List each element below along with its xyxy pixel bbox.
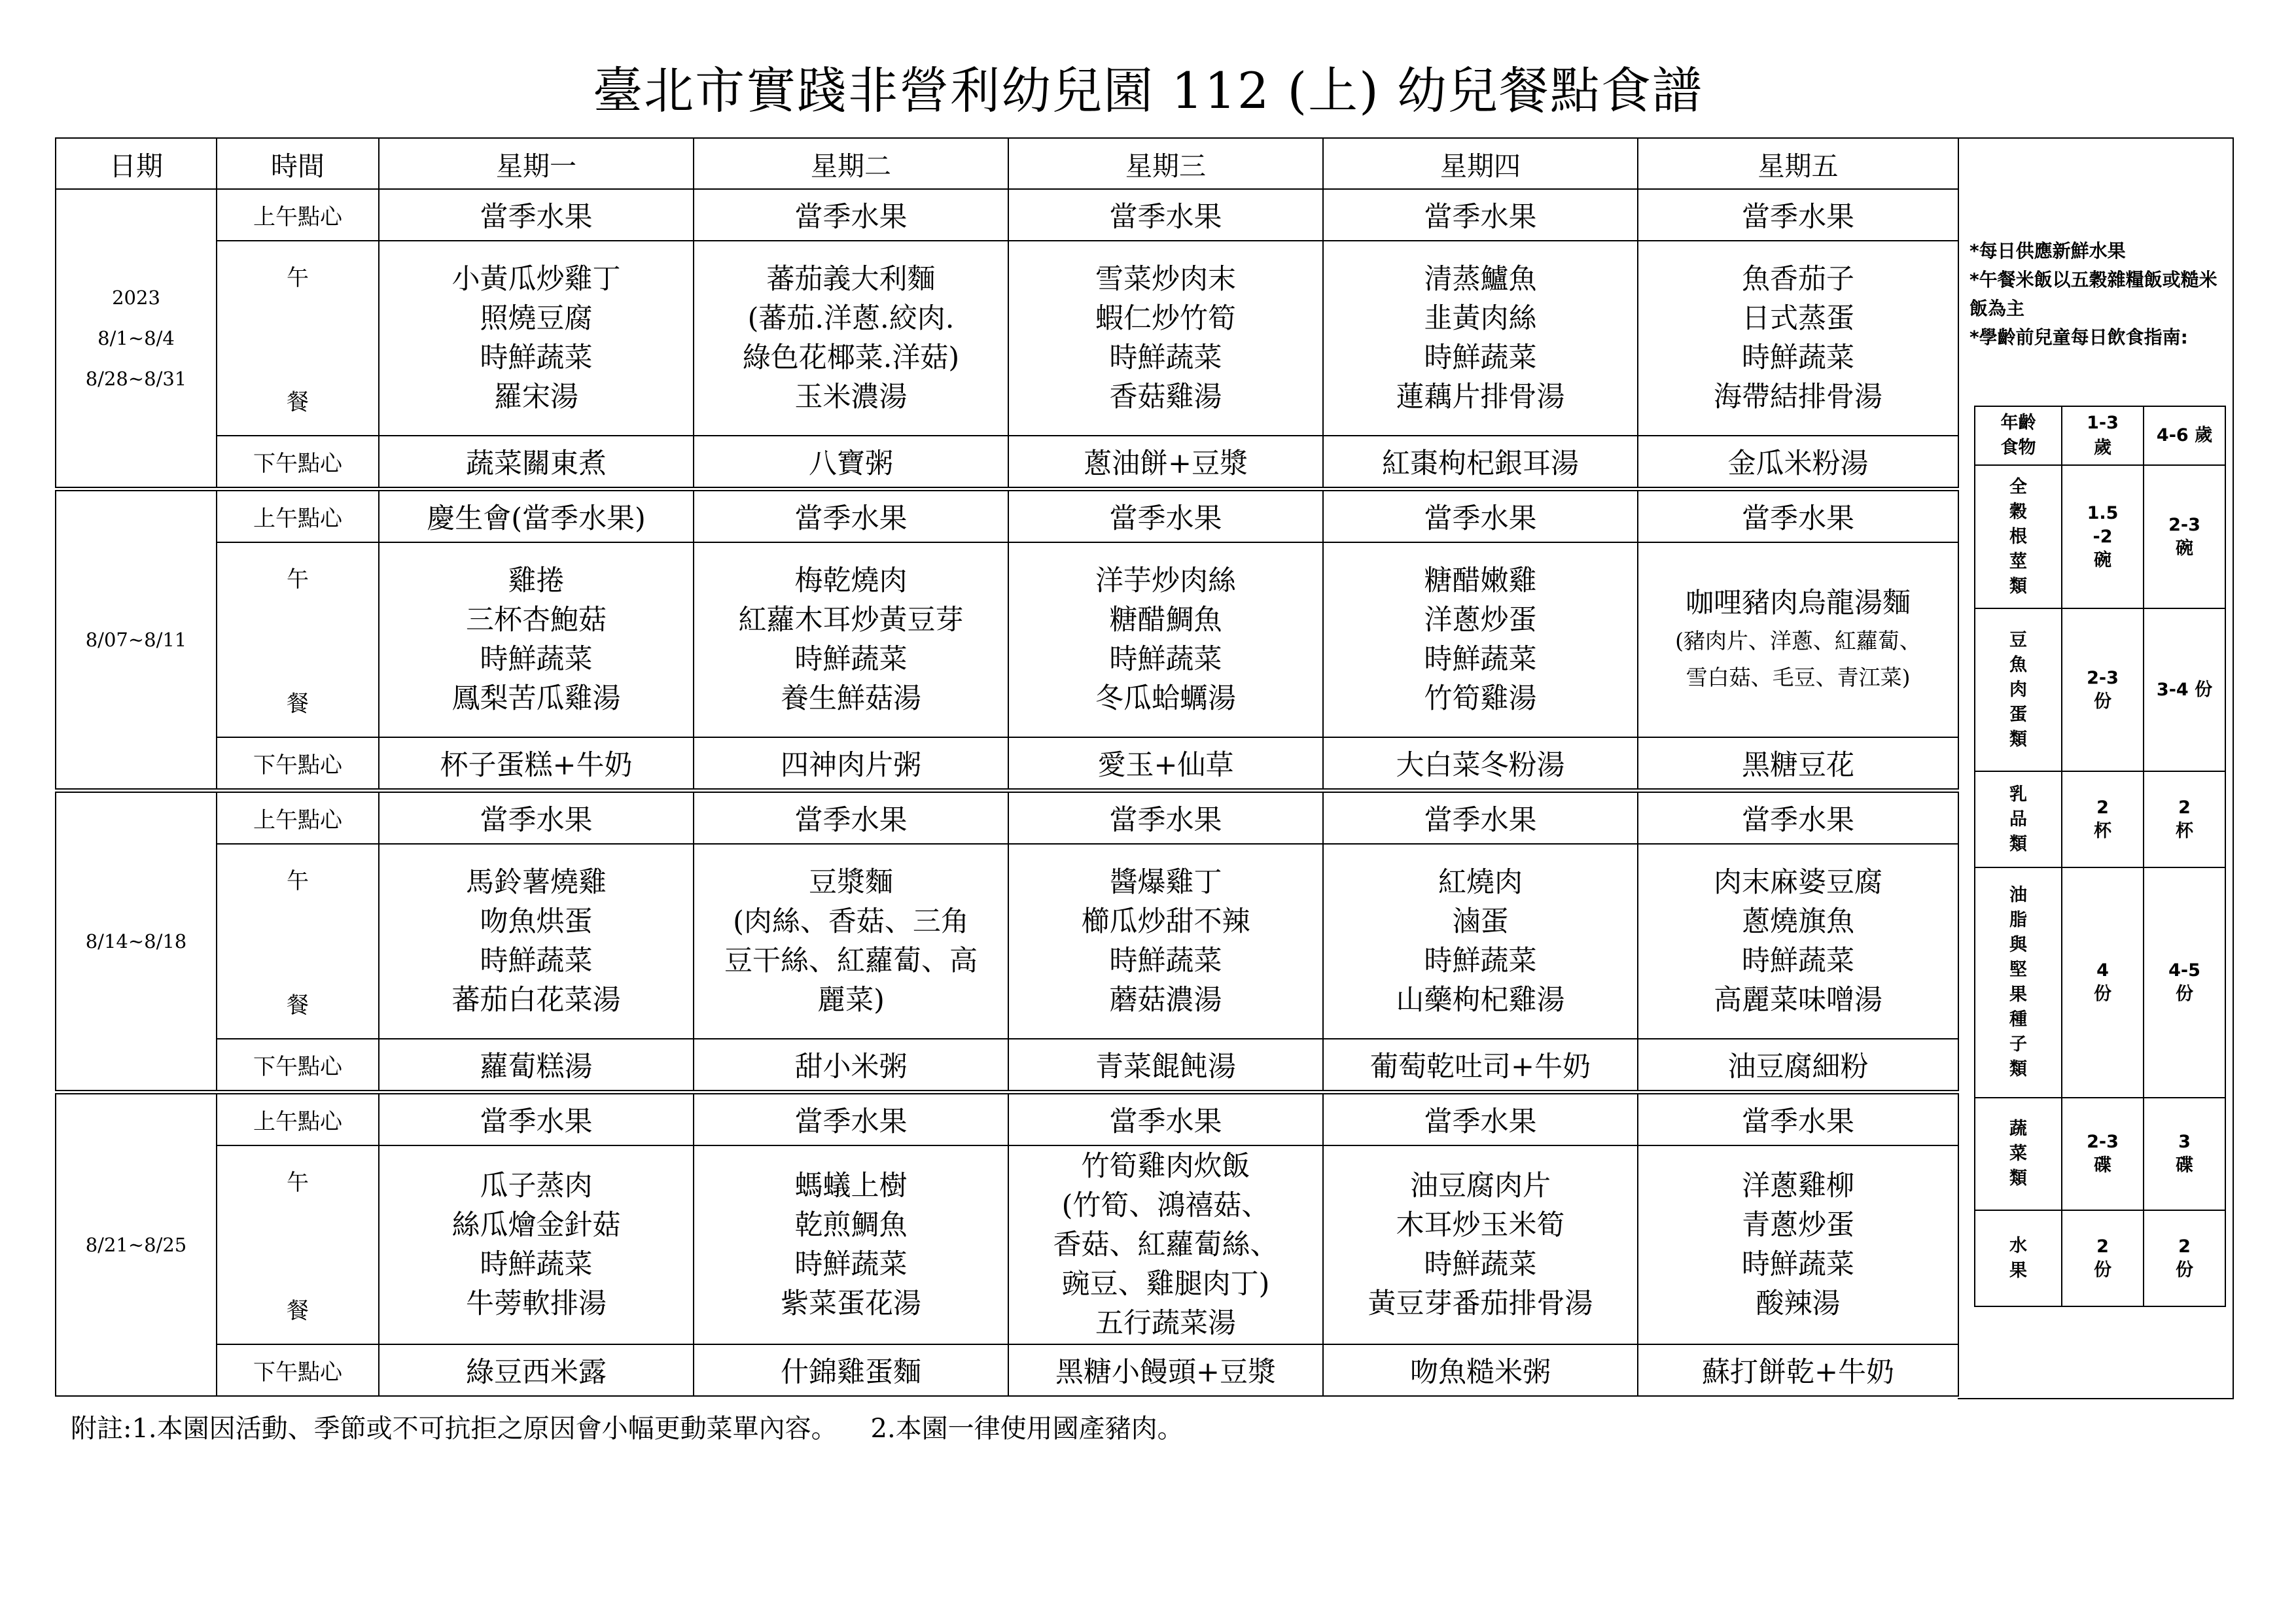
am-snack-thu: 當季水果 [1323, 489, 1638, 542]
guide-cell-b: 4-5 份 [2144, 867, 2225, 1098]
lunch-dish: 冬瓜蛤蠣湯 [1095, 682, 1236, 715]
note-fruit: *每日供應新鮮水果 [1969, 240, 2126, 262]
pm-snack-wed: 愛玉+仙草 [1008, 737, 1323, 790]
lunch-dish: 瓜子蒸肉 [480, 1169, 593, 1202]
lunch-dish: (蕃茄.洋蔥.絞肉. [747, 302, 955, 335]
am-snack-label: 上午點心 [217, 1092, 379, 1145]
lunch-dish: (肉絲、香菇、三角 [733, 905, 969, 938]
am-snack-fri: 當季水果 [1638, 1092, 1958, 1145]
lunch-dish: 時鮮蔬菜 [1742, 944, 1854, 977]
lunch-thu [1323, 1145, 1638, 1345]
lunch-label-bottom: 餐 [287, 1298, 309, 1325]
guide-cell-a: 2-3 份 [2062, 608, 2144, 771]
lunch-mon [379, 542, 694, 738]
lunch-dish: 絲瓜燴金針菇 [451, 1208, 621, 1242]
pm-snack-thu: 葡萄乾吐司+牛奶 [1323, 1039, 1638, 1092]
guide-cell-b: 2 杯 [2144, 771, 2225, 867]
lunch-dish: 時鮮蔬菜 [1742, 341, 1854, 374]
pm-snack-tue: 八寶粥 [694, 436, 1008, 489]
guide-cell-b: 3-4 份 [2144, 608, 2225, 771]
week-dates [56, 790, 217, 1092]
lunch-dish: 糖醋嫩雞 [1424, 564, 1537, 597]
header-friday: 星期五 [1638, 138, 1958, 189]
lunch-dish: 青蔥炒蛋 [1742, 1208, 1854, 1242]
guide-cell-b: 2 份 [2144, 1210, 2225, 1306]
lunch-fri [1638, 844, 1958, 1039]
lunch-dish: 羅宋湯 [494, 380, 578, 413]
lunch-dish: 高麗菜味噌湯 [1714, 983, 1882, 1017]
lunch-dish: 時鮮蔬菜 [1109, 944, 1222, 977]
lunch-dish: 小黃瓜炒雞丁 [451, 262, 621, 296]
lunch-dish: 蕃茄義大利麵 [766, 262, 936, 296]
am-snack-tue: 當季水果 [694, 189, 1008, 241]
lunch-wed [1008, 1145, 1323, 1345]
week-date-line: 8/07~8/11 [85, 628, 187, 651]
pm-snack-tue: 什錦雞蛋麵 [694, 1344, 1008, 1396]
am-snack-mon: 當季水果 [379, 790, 694, 843]
lunch-tue [694, 542, 1008, 738]
lunch-dish: 時鮮蔬菜 [1424, 341, 1537, 374]
pm-snack-wed: 蔥油餅+豆漿 [1008, 436, 1323, 489]
guide-row [1975, 867, 2225, 1098]
lunch-label-top: 午 [287, 867, 309, 894]
guide-cell-a: 2 杯 [2062, 771, 2144, 867]
lunch-dish: 韭黃肉絲 [1424, 302, 1537, 335]
am-snack-wed: 當季水果 [1008, 189, 1323, 241]
am-snack-mon: 當季水果 [379, 1092, 694, 1145]
am-snack-fri: 當季水果 [1638, 489, 1958, 542]
guide-cell-b: 3 碟 [2144, 1098, 2225, 1210]
lunch-dish: 綠色花椰菜.洋菇) [742, 341, 960, 374]
guide-header-age2: 4-6 歲 [2144, 406, 2225, 465]
am-snack-mon: 當季水果 [379, 189, 694, 241]
am-snack-thu: 當季水果 [1323, 790, 1638, 843]
lunch-dish: 蘑菇濃湯 [1109, 983, 1222, 1017]
pm-snack-mon: 蔬菜關東煮 [379, 436, 694, 489]
lunch-dish: 三杯杏鮑菇 [466, 603, 607, 637]
lunch-dish: 時鮮蔬菜 [1424, 642, 1537, 676]
lunch-label-bottom: 餐 [287, 992, 309, 1019]
am-snack-label: 上午點心 [217, 489, 379, 542]
pm-snack-row [56, 436, 1958, 489]
am-snack-label: 上午點心 [217, 189, 379, 241]
lunch-dish: 紫菜蛋花湯 [781, 1287, 921, 1320]
lunch-dish: 魚香茄子 [1742, 262, 1854, 296]
pm-snack-label: 下午點心 [217, 1039, 379, 1092]
lunch-dish: 時鮮蔬菜 [1424, 944, 1537, 977]
guide-row [1975, 608, 2225, 771]
lunch-dish: 吻魚烘蛋 [480, 905, 593, 938]
guide-cell-a: 2-3 碟 [2062, 1098, 2144, 1210]
guide-row [1975, 1210, 2225, 1306]
week-dates [56, 1092, 217, 1396]
lunch-dish: 時鮮蔬菜 [480, 1248, 593, 1281]
header-tuesday: 星期二 [694, 138, 1008, 189]
lunch-dish: (竹筍、鴻禧菇、 [1061, 1189, 1270, 1222]
week-dates [56, 189, 217, 489]
pm-snack-fri: 黑糖豆花 [1638, 737, 1958, 790]
lunch-dish: 時鮮蔬菜 [1742, 1248, 1854, 1281]
pm-snack-thu: 紅棗枸杞銀耳湯 [1323, 436, 1638, 489]
pm-snack-tue: 甜小米粥 [694, 1039, 1008, 1092]
lunch-dish: 五行蔬菜湯 [1095, 1306, 1236, 1340]
am-snack-fri: 當季水果 [1638, 189, 1958, 241]
lunch-dish: 馬鈴薯燒雞 [466, 865, 607, 899]
lunch-dish: 時鮮蔬菜 [1424, 1248, 1537, 1281]
pm-snack-row [56, 1344, 1958, 1396]
lunch-tue [694, 241, 1008, 436]
lunch-dish: 雪菜炒肉末 [1095, 262, 1236, 296]
lunch-label [217, 542, 379, 738]
lunch-label-top: 午 [287, 566, 309, 593]
am-snack-row [56, 790, 1958, 843]
lunch-dish: 洋蔥炒蛋 [1424, 603, 1537, 637]
pm-snack-fri: 金瓜米粉湯 [1638, 436, 1958, 489]
guide-cell-food: 水 果 [1975, 1210, 2062, 1306]
lunch-dish: 海帶結排骨湯 [1714, 380, 1882, 413]
lunch-fri [1638, 542, 1958, 738]
pm-snack-mon: 杯子蛋糕+牛奶 [379, 737, 694, 790]
lunch-dish: 清蒸鱸魚 [1424, 262, 1537, 296]
lunch-dish: 洋芋炒肉絲 [1095, 564, 1236, 597]
guide-header-age1: 1-3 歲 [2062, 406, 2144, 465]
lunch-dish: 櫛瓜炒甜不辣 [1081, 905, 1250, 938]
lunch-thu [1323, 241, 1638, 436]
lunch-dish: 時鮮蔬菜 [1109, 341, 1222, 374]
lunch-label [217, 844, 379, 1039]
pm-snack-wed: 青菜餛飩湯 [1008, 1039, 1323, 1092]
lunch-row [56, 542, 1958, 738]
am-snack-label: 上午點心 [217, 790, 379, 843]
pm-snack-wed: 黑糖小饅頭+豆漿 [1008, 1344, 1323, 1396]
am-snack-tue: 當季水果 [694, 1092, 1008, 1145]
lunch-wed [1008, 241, 1323, 436]
pm-snack-mon: 蘿蔔糕湯 [379, 1039, 694, 1092]
lunch-dish: 竹筍雞湯 [1424, 682, 1537, 715]
lunch-label-bottom: 餐 [287, 691, 309, 718]
lunch-fri [1638, 241, 1958, 436]
lunch-row [56, 844, 1958, 1039]
header-wednesday: 星期三 [1008, 138, 1323, 189]
dietary-guide-table [1974, 406, 2226, 1307]
am-snack-wed: 當季水果 [1008, 1092, 1323, 1145]
lunch-thu [1323, 542, 1638, 738]
footer-note: 附註:1.本園因活動、季節或不可抗拒之原因會小幅更動菜單內容。 2.本園一律使用國產豬肉。 [71, 1414, 1184, 1444]
lunch-dish: 肉末麻婆豆腐 [1714, 865, 1882, 899]
lunch-mon [379, 1145, 694, 1345]
lunch-dish: 時鮮蔬菜 [794, 1248, 908, 1281]
note-guide: *學齡前兒童每日飲食指南: [1969, 326, 2188, 348]
lunch-label [217, 241, 379, 436]
am-snack-wed: 當季水果 [1008, 489, 1323, 542]
lunch-dish: 蕃茄白花菜湯 [451, 983, 621, 1017]
am-snack-row [56, 489, 1958, 542]
guide-header-row [1975, 406, 2225, 465]
am-snack-fri: 當季水果 [1638, 790, 1958, 843]
am-snack-mon: 慶生會(當季水果) [379, 489, 694, 542]
lunch-dish: 洋蔥雞柳 [1742, 1169, 1854, 1202]
lunch-label-bottom: 餐 [287, 389, 309, 416]
lunch-dish: 醬爆雞丁 [1109, 865, 1222, 899]
pm-snack-mon: 綠豆西米露 [379, 1344, 694, 1396]
guide-cell-a: 2 份 [2062, 1210, 2144, 1306]
lunch-dish: 山藥枸杞雞湯 [1396, 983, 1565, 1017]
lunch-dish: 雪白菇、毛豆、青江菜) [1686, 664, 1911, 690]
am-snack-wed: 當季水果 [1008, 790, 1323, 843]
lunch-dish: 滷蛋 [1452, 905, 1509, 938]
lunch-dish: 蔥燒旗魚 [1742, 905, 1854, 938]
guide-cell-a: 1.5 -2 碗 [2062, 465, 2144, 608]
pm-snack-label: 下午點心 [217, 436, 379, 489]
pm-snack-label: 下午點心 [217, 1344, 379, 1396]
guide-cell-food: 豆 魚 肉 蛋 類 [1975, 608, 2062, 771]
lunch-dish: 時鮮蔬菜 [794, 642, 908, 676]
header-row [56, 138, 1958, 189]
lunch-mon [379, 844, 694, 1039]
lunch-dish: 麗菜) [817, 983, 885, 1017]
lunch-dish: 豆干絲、紅蘿蔔、高 [724, 944, 978, 977]
lunch-dish: 木耳炒玉米筍 [1396, 1208, 1565, 1242]
lunch-dish: 豌豆、雞腿肉丁) [1061, 1267, 1270, 1300]
lunch-dish: 香菇雞湯 [1109, 380, 1222, 413]
guide-header-corner: 年齡 食物 [1975, 406, 2062, 465]
lunch-dish: 鳳梨苦瓜雞湯 [451, 682, 621, 715]
lunch-dish: 玉米濃湯 [794, 380, 908, 413]
lunch-dish: 乾煎鯛魚 [794, 1208, 908, 1242]
header-thursday: 星期四 [1323, 138, 1638, 189]
pm-snack-fri: 油豆腐細粉 [1638, 1039, 1958, 1092]
menu-table [55, 137, 1959, 1397]
pm-snack-thu: 大白菜冬粉湯 [1323, 737, 1638, 790]
lunch-fri [1638, 1145, 1958, 1345]
guide-cell-food: 乳 品 類 [1975, 771, 2062, 867]
lunch-dish: 蓮藕片排骨湯 [1396, 380, 1565, 413]
lunch-dish: 時鮮蔬菜 [480, 341, 593, 374]
am-snack-tue: 當季水果 [694, 489, 1008, 542]
lunch-label [217, 1145, 379, 1345]
lunch-dish: 香菇、紅蘿蔔絲、 [1053, 1228, 1279, 1261]
guide-row [1975, 1098, 2225, 1210]
header-date: 日期 [56, 138, 217, 189]
lunch-dish: (豬肉片、洋蔥、紅蘿蔔、 [1675, 627, 1921, 654]
header-monday: 星期一 [379, 138, 694, 189]
lunch-dish: 糖醋鯛魚 [1109, 603, 1222, 637]
lunch-dish: 酸辣湯 [1756, 1287, 1841, 1320]
lunch-wed [1008, 542, 1323, 738]
lunch-dish: 養生鮮菇湯 [781, 682, 921, 715]
week-date-line: 8/21~8/25 [85, 1233, 187, 1256]
am-snack-thu: 當季水果 [1323, 1092, 1638, 1145]
week-date-line: 8/28~8/31 [85, 367, 187, 390]
lunch-label-top: 午 [287, 1169, 309, 1196]
guide-cell-food: 油 脂 與 堅 果 種 子 類 [1975, 867, 2062, 1098]
lunch-dish: 蝦仁炒竹筍 [1095, 302, 1236, 335]
lunch-dish: 時鮮蔬菜 [480, 642, 593, 676]
lunch-dish: 照燒豆腐 [480, 302, 593, 335]
lunch-dish: 時鮮蔬菜 [480, 944, 593, 977]
week-dates [56, 489, 217, 790]
lunch-label-top: 午 [287, 264, 309, 291]
lunch-dish: 豆漿麵 [809, 865, 893, 899]
lunch-dish: 梅乾燒肉 [794, 564, 908, 597]
lunch-dish: 黃豆芽番茄排骨湯 [1368, 1287, 1593, 1320]
lunch-thu [1323, 844, 1638, 1039]
note-rice: *午餐米飯以五穀雜糧飯或糙米飯為主 [1969, 269, 2217, 319]
am-snack-tue: 當季水果 [694, 790, 1008, 843]
lunch-dish: 咖哩豬肉烏龍湯麵 [1686, 586, 1911, 620]
lunch-dish: 牛蒡軟排湯 [466, 1287, 607, 1320]
lunch-dish: 紅燒肉 [1438, 865, 1523, 899]
week-date-line: 8/1~8/4 [97, 326, 175, 349]
lunch-mon [379, 241, 694, 436]
pm-snack-fri: 蘇打餅乾+牛奶 [1638, 1344, 1958, 1396]
lunch-tue [694, 844, 1008, 1039]
header-time: 時間 [217, 138, 379, 189]
page-title: 臺北市實踐非營利幼兒園 112 (上) 幼兒餐點食譜 [593, 61, 1703, 120]
pm-snack-row [56, 737, 1958, 790]
lunch-wed [1008, 844, 1323, 1039]
pm-snack-row [56, 1039, 1958, 1092]
lunch-row [56, 1145, 1958, 1345]
pm-snack-label: 下午點心 [217, 737, 379, 790]
guide-cell-food: 全 穀 根 莖 類 [1975, 465, 2062, 608]
guide-cell-b: 2-3 碗 [2144, 465, 2225, 608]
lunch-dish: 螞蟻上樹 [794, 1169, 908, 1202]
guide-row [1975, 465, 2225, 608]
guide-cell-food: 蔬 菜 類 [1975, 1098, 2062, 1210]
lunch-dish: 竹筍雞肉炊飯 [1081, 1149, 1250, 1183]
lunch-dish: 時鮮蔬菜 [1109, 642, 1222, 676]
lunch-dish: 油豆腐肉片 [1410, 1169, 1551, 1202]
lunch-dish: 紅蘿木耳炒黃豆芽 [738, 603, 964, 637]
week-date-line: 8/14~8/18 [85, 930, 187, 952]
nutrition-notes [1969, 237, 2231, 352]
am-snack-row [56, 189, 1958, 241]
lunch-row [56, 241, 1958, 436]
week-date-line: 2023 [112, 286, 160, 309]
lunch-tue [694, 1145, 1008, 1345]
lunch-dish: 日式蒸蛋 [1742, 302, 1854, 335]
guide-row [1975, 771, 2225, 867]
pm-snack-thu: 吻魚糙米粥 [1323, 1344, 1638, 1396]
am-snack-row [56, 1092, 1958, 1145]
guide-cell-a: 4 份 [2062, 867, 2144, 1098]
pm-snack-tue: 四神肉片粥 [694, 737, 1008, 790]
lunch-dish: 雞捲 [508, 564, 565, 597]
am-snack-thu: 當季水果 [1323, 189, 1638, 241]
